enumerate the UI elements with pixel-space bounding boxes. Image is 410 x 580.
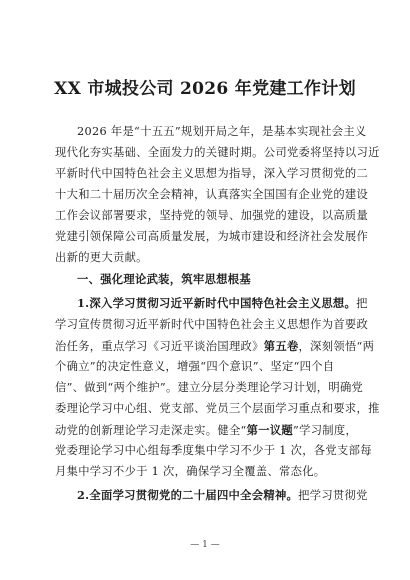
paragraph-line: [77, 122, 367, 142]
line-text: 十大和二十届历次全会精神，认真落实全国国有企业党的建设: [55, 188, 369, 201]
paragraph-line: [55, 185, 369, 205]
paragraph-line: [55, 441, 372, 461]
line-text: 月集中学习不少于 1 次，确保学习全覆盖、常态化。: [55, 465, 326, 478]
heading-text: 一、强化理论武装，筑牢思想根基: [77, 273, 251, 286]
paragraph-line: [55, 315, 369, 335]
paragraph-line: [55, 399, 380, 419]
paragraph-line: [55, 357, 355, 377]
line-text: 把学习贯彻党: [298, 489, 368, 502]
line-text: 党委理论学习中心组每季度集中学习不少于 1 次，各党支部每: [55, 444, 372, 457]
line-text: 2026 年是“十五五”规划开局之年，是基本实现社会主义: [77, 125, 367, 138]
paragraph-line: [55, 378, 364, 398]
line-text: 出新的更大贡献。: [55, 251, 148, 264]
paragraph-line: [55, 143, 380, 163]
line-text: 把: [356, 297, 368, 310]
page-number: — 1 —: [190, 540, 220, 550]
document-title: XX 市城投公司 2026 年党建工作计划: [54, 79, 356, 99]
emphasis-text: 第五卷: [263, 339, 299, 353]
subheading-text: 1.深入学习贯彻习近平新时代中国特色社会主义思想。: [77, 296, 357, 310]
emphasis-text: 第一议题: [246, 423, 294, 437]
paragraph-line: [55, 227, 369, 247]
subheading-text: 2.全面学习贯彻党的二十届四中全会精神。: [77, 488, 299, 502]
paragraph-line: [77, 485, 368, 506]
paragraph-line: [77, 293, 368, 314]
line-text: 个确立”的决定性意义，增强“四个意识”、坚定“四个自: [55, 360, 335, 373]
section-heading: [77, 270, 355, 290]
paragraph-line: [55, 420, 358, 441]
paragraph-line: [55, 164, 369, 184]
line-text: 工作会议部署要求，坚持党的领导、加强党的建设，以高质量: [55, 209, 369, 222]
line-text: ，深刻领悟“两: [298, 340, 375, 353]
line-text: 信”、做到“两个维护”。建立分层分类理论学习计划，明确党: [55, 381, 364, 394]
line-text: 动党的创新理论学习走深走实。健全“: [55, 424, 247, 437]
paragraph-line: [55, 248, 355, 268]
paragraph-line: [55, 206, 369, 226]
line-text: 治任务，重点学习《习近平谈治国理政》: [55, 340, 264, 353]
line-text: 党建引领保障公司高质量发展，为城市建设和经济社会发展作: [55, 230, 369, 243]
paragraph-line: [55, 462, 355, 482]
line-text: 学习宣传贯彻习近平新时代中国特色社会主义思想作为首要政: [55, 318, 369, 331]
line-text: 委理论学习中心组、党支部、党员三个层面学习重点和要求，推: [55, 402, 380, 415]
line-text: 平新时代中国特色社会主义思想为指导，深入学习贯彻党的二: [55, 167, 369, 180]
line-text: ”学习制度，: [293, 424, 358, 437]
paragraph-line: [55, 336, 375, 357]
line-text: 现代化夯实基础、全面发力的关键时期。公司党委将坚持以习近: [55, 146, 380, 159]
